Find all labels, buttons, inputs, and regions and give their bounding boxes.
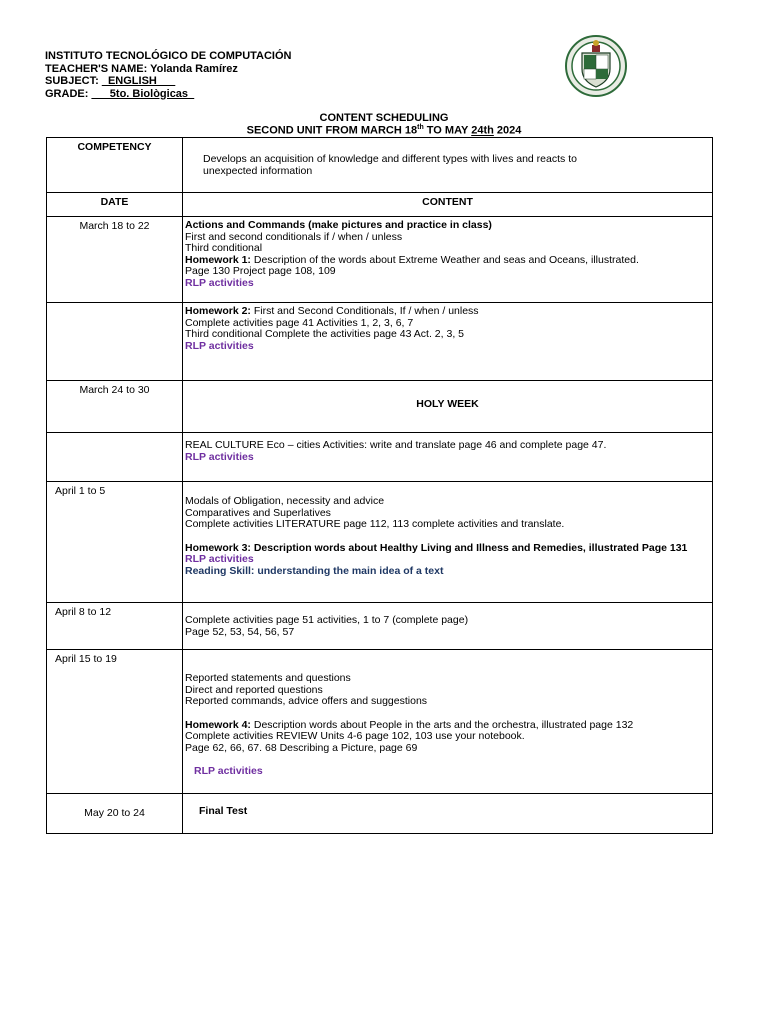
table-row xyxy=(47,217,713,303)
grade-value: ___5to. Biològicas_ xyxy=(91,87,195,100)
row-content: Homework 2: First and Second Conditionals, If / when / unless Complete activities page 41 Activities 1, 2, 3, 6, 7 Third conditional Complete the activities page 43 Act. 2, 3, 5 RLP activities xyxy=(183,303,713,381)
row-date: April 15 to 19 xyxy=(47,650,183,794)
reading-skill: Reading Skill: understanding the main idea of a text xyxy=(185,564,444,577)
rlp-activities-link: RLP activities xyxy=(185,276,254,289)
row-date: March 24 to 30 xyxy=(47,381,183,433)
row-date: April 8 to 12 xyxy=(47,603,183,650)
table-row xyxy=(47,794,713,834)
row-date: March 18 to 22 xyxy=(47,217,183,303)
table-row xyxy=(47,381,713,433)
column-header-row xyxy=(47,193,713,217)
schedule-table xyxy=(46,137,713,834)
row-date: May 20 to 24 xyxy=(47,794,183,834)
teacher-line: TEACHER'S NAME: Yolanda Ramírez xyxy=(45,62,238,75)
rlp-activities-link: RLP activities xyxy=(194,765,263,777)
holy-week-label: HOLY WEEK xyxy=(183,381,713,433)
table-row xyxy=(47,603,713,650)
date-column-header: DATE xyxy=(47,193,183,217)
institute-name: INSTITUTO TECNOLÓGICO DE COMPUTACIÓN xyxy=(45,50,292,62)
rlp-activities-link: RLP activities xyxy=(185,339,254,352)
competency-text: Develops an acquisition of knowledge and different types with lives and reacts to unexpected information xyxy=(183,138,713,193)
title-line-1: CONTENT SCHEDULING xyxy=(319,112,449,124)
table-row xyxy=(47,482,713,603)
row-content: Complete activities page 51 activities, 1 to 7 (complete page) Page 52, 53, 54, 56, 57 xyxy=(183,603,713,650)
rlp-activities-link: RLP activities xyxy=(185,553,254,565)
table-row xyxy=(47,433,713,482)
table-row xyxy=(47,650,713,794)
row-content: Modals of Obligation, necessity and advice Comparatives and Superlatives Complete activities LITERATURE page 112, 113 complete activities and translate. Homework 3: Description words about Healthy Living and Illness and Remedies, illustrated Page 131 RLP activities Reading Skill: understanding the main idea of a text xyxy=(183,482,713,603)
grade-line: GRADE: ___5to. Biològicas_ xyxy=(45,87,195,100)
row-content: REAL CULTURE Eco – cities Activities: write and translate page 46 and complete page 47. RLP activities xyxy=(183,433,713,482)
row-content: Reported statements and questions Direct and reported questions Reported commands, advice offers and suggestions Homework 4: Description words about People in the arts and the orchestra, illustrated page 132 Complete activities REVIEW Units 4-6 page 102, 103 use your notebook. Page 62, 66, 67. 68 Describing a Picture, page 69 RLP activities xyxy=(183,650,713,794)
row-date: April 1 to 5 xyxy=(47,482,183,603)
competency-label: COMPETENCY xyxy=(47,138,183,193)
school-crest-logo xyxy=(565,35,627,97)
document-header xyxy=(45,50,291,100)
row-content: Actions and Commands (make pictures and practice in class) First and second conditionals if / when / unless Third conditional Homework 1: Description of the words about Extreme Weather and seas and Oceans, illustrated. Page 130 Project page 108, 109 RLP activities xyxy=(183,217,713,303)
table-row xyxy=(47,303,713,381)
subject-line: SUBJECT: _ENGLISH___ xyxy=(45,75,176,87)
rlp-activities-link: RLP activities xyxy=(185,450,254,463)
content-column-header: CONTENT xyxy=(183,193,713,217)
competency-row xyxy=(47,138,713,193)
title-line-2: SECOND UNIT FROM MARCH 18th TO MAY 24th 2024 xyxy=(246,124,522,137)
teacher-name: Yolanda Ramírez xyxy=(150,62,238,75)
subject-value: _ENGLISH___ xyxy=(101,75,176,87)
final-test-label: Final Test xyxy=(183,794,713,834)
